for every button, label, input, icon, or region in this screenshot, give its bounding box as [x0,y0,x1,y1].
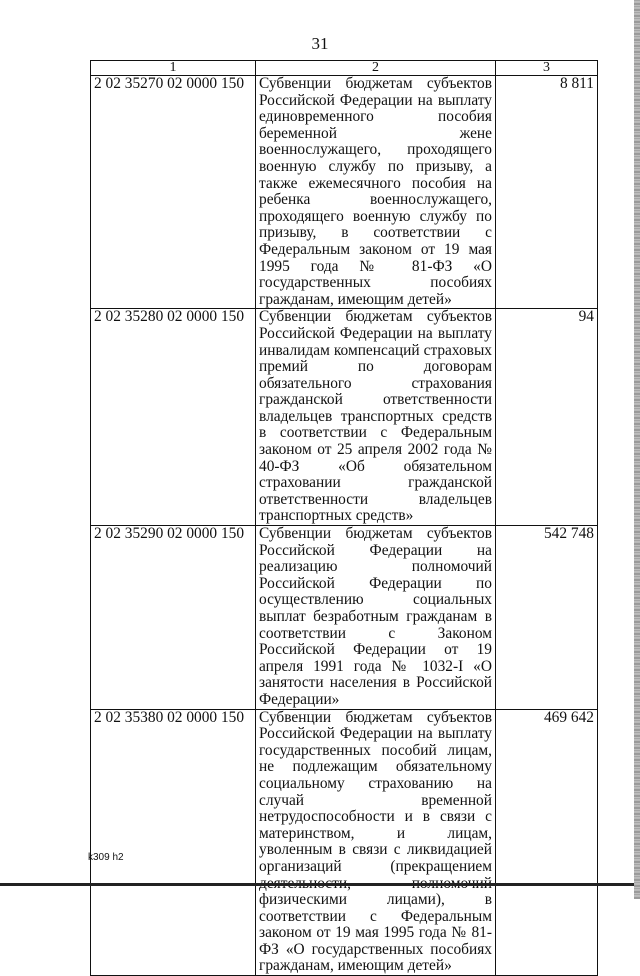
bottom-scan-border [0,883,640,886]
amount-cell: 469 642 [496,709,598,976]
column-header-description: 2 [256,61,496,76]
column-header-amount: 3 [496,61,598,76]
footer-document-code: k309 h2 [88,852,124,863]
column-header-code: 1 [91,61,256,76]
budget-code-cell: 2 02 35270 02 0000 150 [91,76,256,309]
amount-cell: 94 [496,309,598,526]
amount-cell: 542 748 [496,526,598,710]
right-scan-edge [634,0,640,899]
page-number: 31 [311,34,329,53]
table-header-row [91,61,598,76]
amount-cell: 8 811 [496,76,598,309]
budget-code-cell: 2 02 35290 02 0000 150 [91,526,256,710]
table-row [91,526,598,710]
description-cell: Субвенции бюджетам субъектов Российской Федерации на реализацию полномочий Российской Федерации по осуществлению социальных выплат безработным гражданам в соответствии с Законом Российской Федерации от 19 апреля 1991 года № 1032-I «О занятости населения в Российской Федерации» [256,526,496,710]
description-cell: Субвенции бюджетам субъектов Российской Федерации на выплату единовременного пособия беременной жене военнослужащего, проходящего военную службу по призыву, а также ежемесячного пособия на ребенка военнослужащего, проходящего военную службу по призыву, в соответствии с Федеральным законом от 19 мая 1995 года № 81-ФЗ «О государственных пособиях гражданам, имеющим детей» [256,76,496,309]
table-row [91,309,598,526]
description-cell: Субвенции бюджетам субъектов Российской Федерации на выплату государственных пособий лицам, не подлежащим обязательному социальному страхованию на случай временной нетрудоспособности и в связи с материнством, и лицам, уволенным в связи с ликвидацией организаций (прекращением физическими лицами), в соответствии с Федеральным законом от 19 мая 1995 года № 81-ФЗ «О государственных пособиях гражданам, имеющим детей» [256,709,496,976]
budget-revenue-table [90,60,598,976]
description-cell: Субвенции бюджетам субъектов Российской Федерации на выплату инвалидам компенсаций страховых премий по договорам обязательного страхования гражданской ответственности владельцев транспортных средств в соответствии с Федеральным законом от 25 апреля 2002 года № 40-ФЗ «Об обязательном страховании гражданской ответственности владельцев транспортных средств» [256,309,496,526]
budget-code-cell: 2 02 35280 02 0000 150 [91,309,256,526]
table-row [91,709,598,976]
table-row [91,76,598,309]
budget-code-cell: 2 02 35380 02 0000 150 [91,709,256,976]
